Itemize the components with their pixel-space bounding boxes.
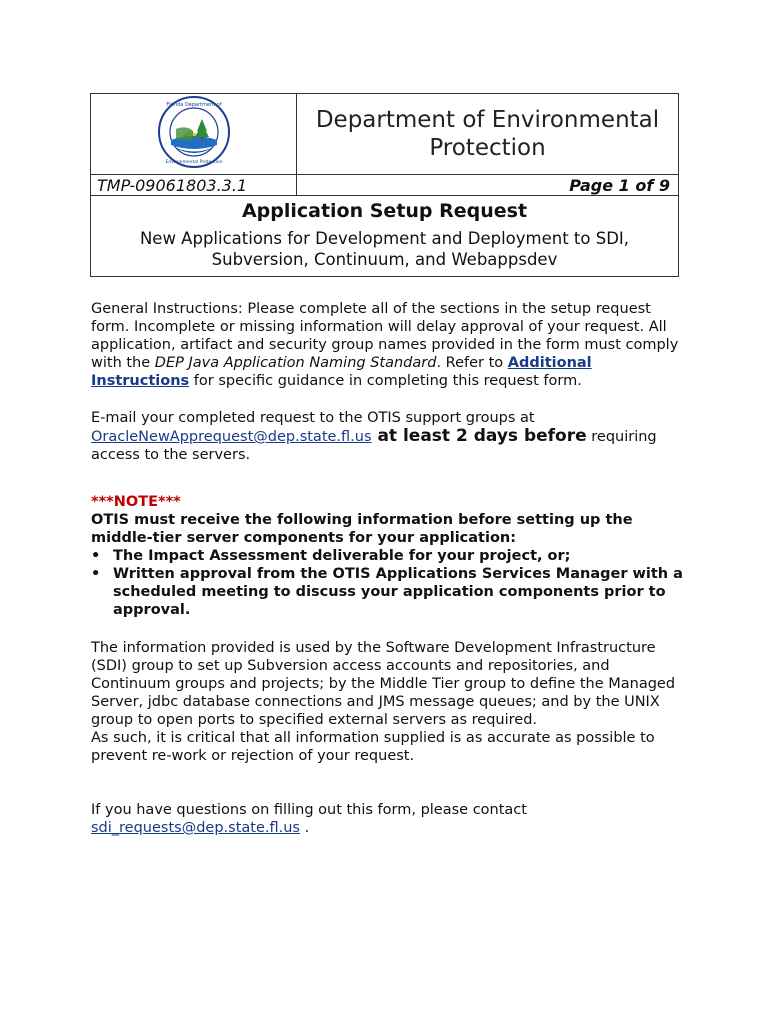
note-intro: OTIS must receive the following information before setting up the middle-tier server components for your application: [91, 512, 633, 546]
title-cell [91, 196, 679, 277]
note-bullets [91, 547, 683, 619]
header-table [90, 93, 679, 277]
contact-end: . [299, 820, 310, 836]
email-paragraph [91, 409, 683, 464]
dep-seal-logo [157, 95, 231, 169]
instructions-text-3: for specific guidance in completing this request form. [189, 373, 582, 389]
note-bullet-1: • The Impact Assessment deliverable for your project, or; [113, 547, 683, 565]
instructions-text-2: . Refer to [436, 355, 508, 371]
logo-text-top: Florida Department of [165, 102, 222, 108]
contact-paragraph [91, 801, 683, 837]
note-bullet-2: • Written approval from the OTIS Applications Services Manager with a scheduled meeting to discuss your application components prior to approval. [113, 565, 683, 619]
naming-standard: DEP Java Application Naming Standard [154, 355, 437, 371]
additional-instructions-link[interactable]: Additional Instructions [91, 355, 592, 389]
email-emphasis: at least 2 days before [371, 426, 587, 446]
instructions-text-1: General Instructions: Please complete all of the sections in the setup request form. Incomplete or missing information will delay approval of your request. All application, artifact and security group names provided in the form must comply with the [91, 301, 679, 371]
page-number: Page 1 of 9 [297, 175, 679, 196]
general-instructions [91, 300, 683, 390]
email-text-2: requiring access to the servers. [91, 429, 657, 463]
email-text-1: E-mail your completed request to the OTIS support groups at [91, 410, 535, 426]
note-label: ***NOTE*** [91, 494, 181, 510]
document-id: TMP-09061803.3.1 [91, 175, 297, 196]
department-name: Department of Environmental Protection [297, 94, 679, 175]
oracle-new-app-email-link[interactable]: OracleNewApprequest@dep.state.fl.us [91, 429, 372, 445]
sdi-requests-email-link[interactable]: sdi_requests@dep.state.fl.us [91, 820, 300, 836]
contact-text: If you have questions on filling out this form, please contact [91, 802, 527, 818]
info-paragraph [91, 639, 683, 765]
document-title: Application Setup Request [241, 200, 528, 222]
info-text-1: The information provided is used by the Software Development Infrastructure (SDI) group to set up Subversion access accounts and repositories, and Continuum groups and projects; by the Middle Tier group to define the Managed Server, jdbc database connections and JMS message queues; and by the UNIX group to open ports to specified external servers as required. [91, 640, 676, 728]
info-text-2: As such, it is critical that all information supplied is as accurate as possible to prevent re-work or rejection of your request. [91, 730, 655, 764]
logo-cell [91, 94, 297, 175]
logo-text-bottom: Environmental Protection [165, 160, 222, 165]
note-section [91, 493, 683, 619]
document-subtitle: New Applications for Development and Deployment to SDI, Subversion, Continuum, and Webappsdev [139, 229, 630, 269]
